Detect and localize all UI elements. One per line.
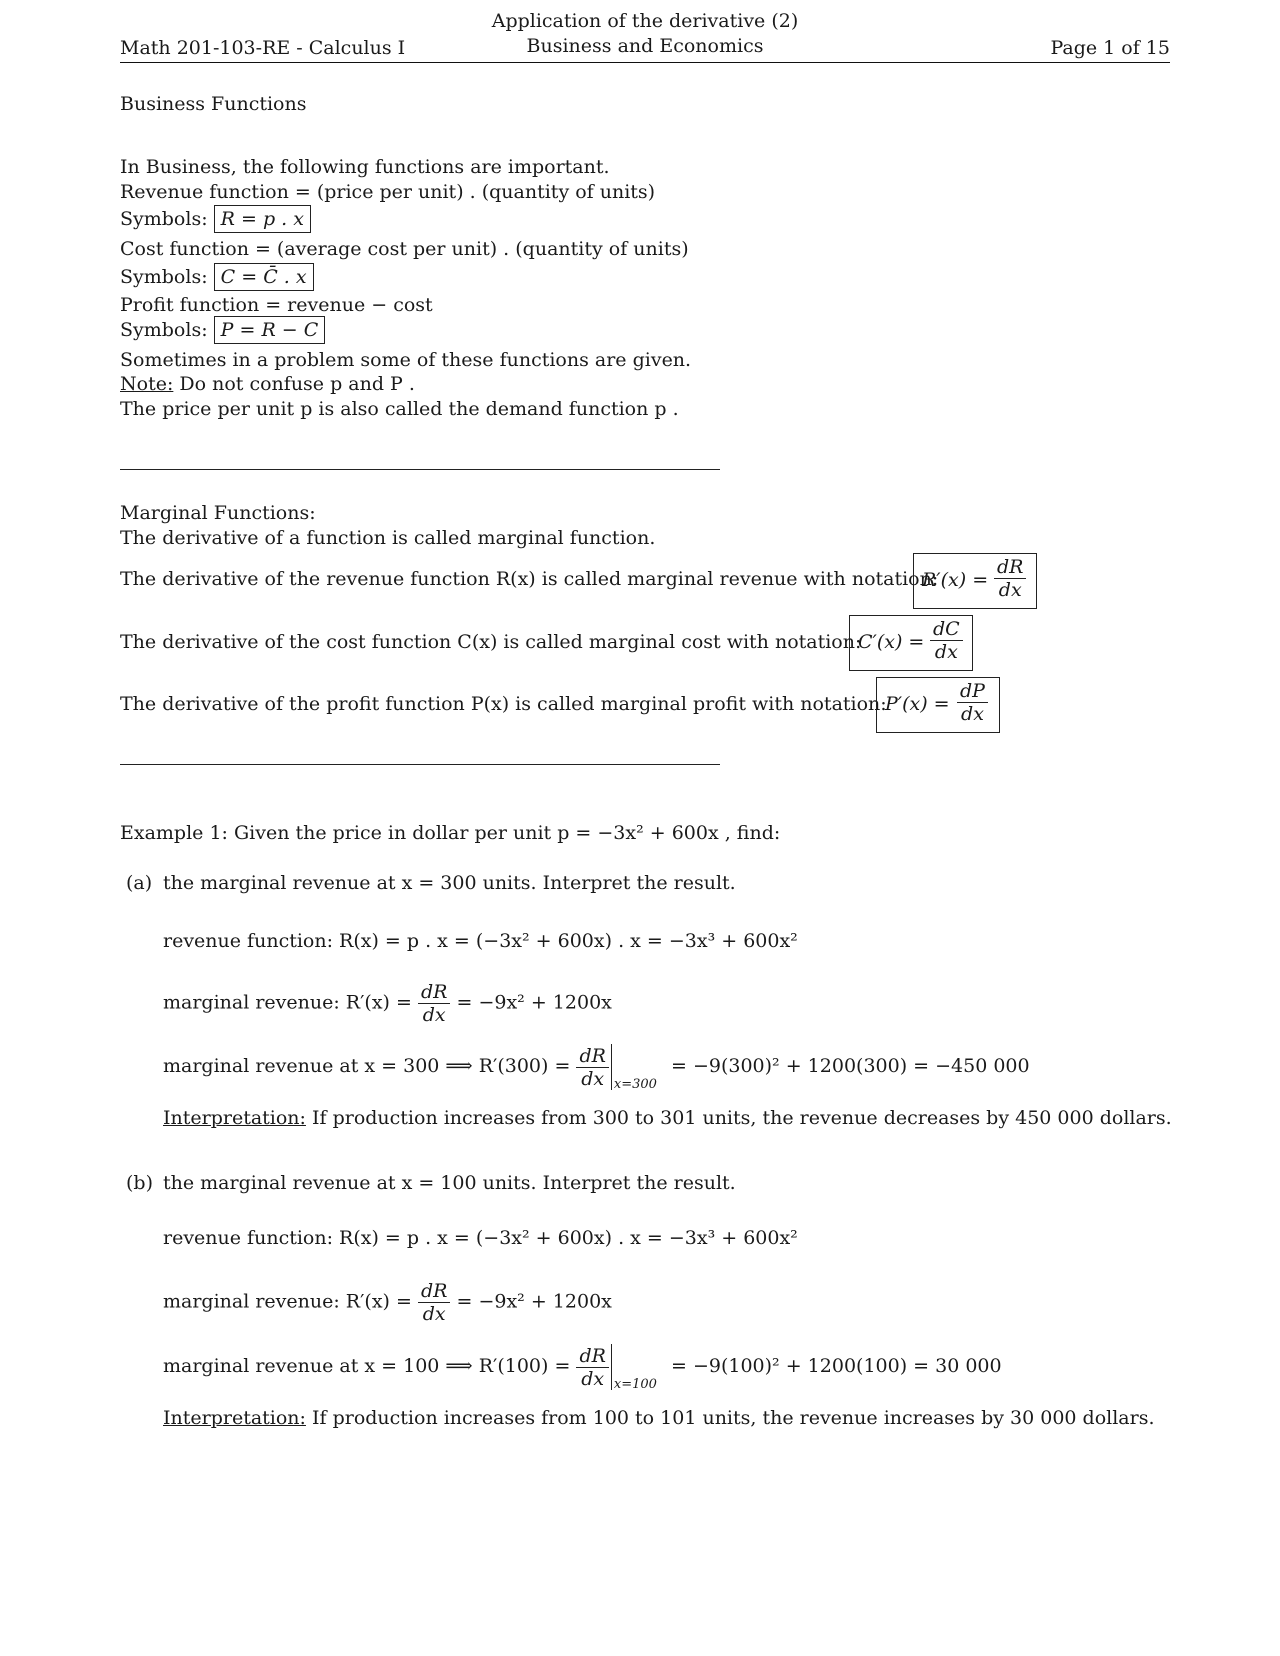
marginal-profit-fraction — [957, 680, 988, 725]
marginal-profit-lhs: P′(x) = — [885, 693, 950, 715]
interpretation-label: Interpretation: — [163, 1407, 306, 1429]
part-b-label: (b) — [126, 1172, 153, 1194]
revenue-symbols-line — [120, 205, 311, 233]
part-a-marginal-revenue-at-point — [163, 1044, 1030, 1092]
fraction-numerator: dR — [576, 1345, 608, 1368]
marginal-revenue-notation-box — [913, 553, 1037, 609]
header-subtitle: Business and Economics — [526, 35, 764, 57]
part-b-marginal-revenue-at-point — [163, 1344, 1002, 1392]
fraction-denominator: dx — [422, 1004, 446, 1026]
fraction-numerator: dR — [576, 1045, 608, 1068]
marginal-cost-notation-box — [849, 615, 973, 671]
part-a-marginal-revenue — [163, 981, 612, 1026]
note-text: Do not confuse p and P . — [179, 373, 415, 395]
marginal-revenue-lhs: R′(x) = — [922, 569, 989, 591]
interpretation-text: If production increases from 300 to 301 units, the revenue decreases by 450 000 dollars. — [312, 1107, 1172, 1129]
part-b-marginal-revenue — [163, 1280, 612, 1325]
fraction-numerator: dC — [930, 618, 963, 641]
evaluation-point: x=100 — [613, 1377, 657, 1392]
fraction-numerator: dR — [418, 981, 450, 1004]
fraction-numerator: dR — [994, 556, 1026, 579]
profit-symbol-box: P = R − C — [214, 316, 326, 344]
fraction-denominator: dx — [581, 1067, 605, 1090]
given-functions-text: Sometimes in a problem some of these functions are given. — [120, 349, 692, 371]
header-title: Application of the derivative (2) — [491, 10, 799, 32]
marginal-cost-lhs: C′(x) = — [858, 631, 925, 653]
part-b-interpretation — [163, 1407, 1155, 1429]
part-b-revenue-function: revenue function: R(x) = p . x = (−3x² + 600x) . x = −3x³ + 600x² — [163, 1227, 798, 1249]
derivative-fraction — [576, 1345, 608, 1390]
part-a-label: (a) — [126, 872, 153, 894]
fraction-denominator: dx — [998, 579, 1022, 601]
marginal-cost-fraction — [930, 618, 963, 663]
revenue-definition: Revenue function = (price per unit) . (quantity of units) — [120, 181, 656, 203]
marginal-revenue-label: marginal revenue: R′(x) = — [163, 991, 412, 1014]
course-name: Math 201-103-RE - Calculus I — [120, 37, 406, 59]
derivative-fraction — [418, 1280, 450, 1325]
derivative-fraction — [418, 981, 450, 1026]
marginal-revenue-label: marginal revenue: R′(x) = — [163, 1290, 412, 1313]
fraction-denominator: dx — [581, 1367, 605, 1390]
page-header — [120, 8, 1170, 63]
derivative-fraction — [576, 1045, 608, 1090]
example-title: Example 1: Given the price in dollar per unit p = −3x² + 600x , find: — [120, 822, 781, 844]
business-heading: Business Functions — [120, 93, 307, 115]
business-intro: In Business, the following functions are important. — [120, 156, 610, 178]
interpretation-text: If production increases from 100 to 101 units, the revenue increases by 30 000 dollars. — [312, 1407, 1155, 1429]
demand-function-text: The price per unit p is also called the demand function p . — [120, 398, 679, 420]
marginal-profit-notation-box — [876, 677, 1000, 733]
marginal-revenue-result: = −9x² + 1200x — [456, 991, 612, 1014]
symbols-label: Symbols: — [120, 319, 208, 341]
part-b-question: the marginal revenue at x = 100 units. Interpret the result. — [163, 1172, 736, 1194]
header-title-block — [120, 9, 1170, 59]
evaluation-result: = −9(300)² + 1200(300) = −450 000 — [671, 1055, 1030, 1077]
marginal-cost-text: The derivative of the cost function C(x) is called marginal cost with notation: — [120, 631, 862, 653]
part-a-interpretation — [163, 1107, 1172, 1129]
evaluation-label: marginal revenue at x = 100 ⟹ R′(100) = — [163, 1355, 571, 1377]
marginal-revenue-text: The derivative of the revenue function R(x) is called marginal revenue with notation: — [120, 568, 939, 590]
fraction-denominator: dx — [961, 703, 984, 725]
revenue-symbol-box: R = p . x — [214, 205, 311, 233]
fraction-numerator: dR — [418, 1280, 450, 1303]
part-a-question: the marginal revenue at x = 300 units. Interpret the result. — [163, 872, 736, 894]
evaluation-point: x=300 — [613, 1077, 657, 1092]
fraction-denominator: dx — [422, 1303, 446, 1325]
page-number: Page 1 of 15 — [1050, 37, 1170, 59]
marginal-heading: Marginal Functions: — [120, 502, 316, 524]
marginal-revenue-fraction — [994, 556, 1026, 601]
symbols-label: Symbols: — [120, 208, 208, 230]
marginal-profit-text: The derivative of the profit function P(x) is called marginal profit with notation: — [120, 693, 887, 715]
evaluation-result: = −9(100)² + 1200(100) = 30 000 — [671, 1355, 1002, 1377]
cost-symbol-box: C = C̄ . x — [214, 263, 314, 291]
section-divider — [120, 764, 720, 765]
marginal-revenue-result: = −9x² + 1200x — [456, 1290, 612, 1313]
part-a-revenue-function: revenue function: R(x) = p . x = (−3x² + 600x) . x = −3x³ + 600x² — [163, 930, 798, 952]
cost-symbols-line — [120, 263, 314, 291]
note-line — [120, 373, 415, 395]
evaluation-label: marginal revenue at x = 300 ⟹ R′(300) = — [163, 1055, 571, 1077]
profit-definition: Profit function = revenue − cost — [120, 294, 433, 316]
cost-definition: Cost function = (average cost per unit) . (quantity of units) — [120, 238, 689, 260]
interpretation-label: Interpretation: — [163, 1107, 306, 1129]
evaluation-bar — [611, 1344, 612, 1390]
fraction-numerator: dP — [957, 680, 988, 703]
marginal-intro: The derivative of a function is called marginal function. — [120, 527, 656, 549]
profit-symbols-line — [120, 316, 325, 344]
note-label: Note: — [120, 373, 174, 395]
fraction-denominator: dx — [934, 641, 958, 663]
evaluation-bar — [611, 1044, 612, 1090]
symbols-label: Symbols: — [120, 266, 208, 288]
section-divider — [120, 469, 720, 470]
